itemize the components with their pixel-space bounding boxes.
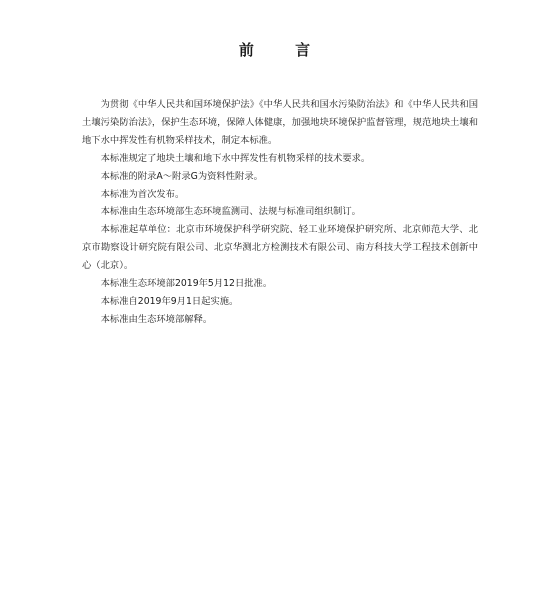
paragraph-first-release: 本标准为首次发布。 — [100, 188, 185, 200]
paragraph-scope: 本标准规定了地块土壤和地下水中挥发性有机物采样的技术要求。 — [100, 152, 371, 164]
document-title: 前 言 — [238, 41, 329, 59]
paragraph-approval: 本标准生态环境部2019年5月12日批准。 — [100, 278, 273, 290]
paragraph-appendix: 本标准的附录A～附录G为资料性附录。 — [100, 170, 263, 182]
paragraph-organizer: 本标准由生态环境部生态环境监测司、法规与标准司组织制订。 — [100, 206, 361, 218]
paragraph-interpretation: 本标准由生态环境部解释。 — [100, 313, 213, 325]
document-body — [82, 96, 478, 329]
paragraph-drafting-units: 本标准起草单位：北京市环境保护科学研究院、轻工业环境保护研究所、北京师范大学、北京市勘察设计研究院有限公司、北京华测北方检测技术有限公司、南方科技大学工程技术创新中心（北京）。 — [82, 224, 478, 272]
paragraph-purpose: 为贯彻《中华人民共和国环境保护法》《中华人民共和国水污染防治法》和《中华人民共和国土壤污染防治法》，保护生态环境，保障人体健康，加强地块环境保护监督管理，规范地块土壤和地下水中挥发性有机物采样技术，制定本标准。 — [82, 99, 478, 146]
paragraph-effective-date: 本标准自2019年9月1日起实施。 — [100, 295, 239, 307]
